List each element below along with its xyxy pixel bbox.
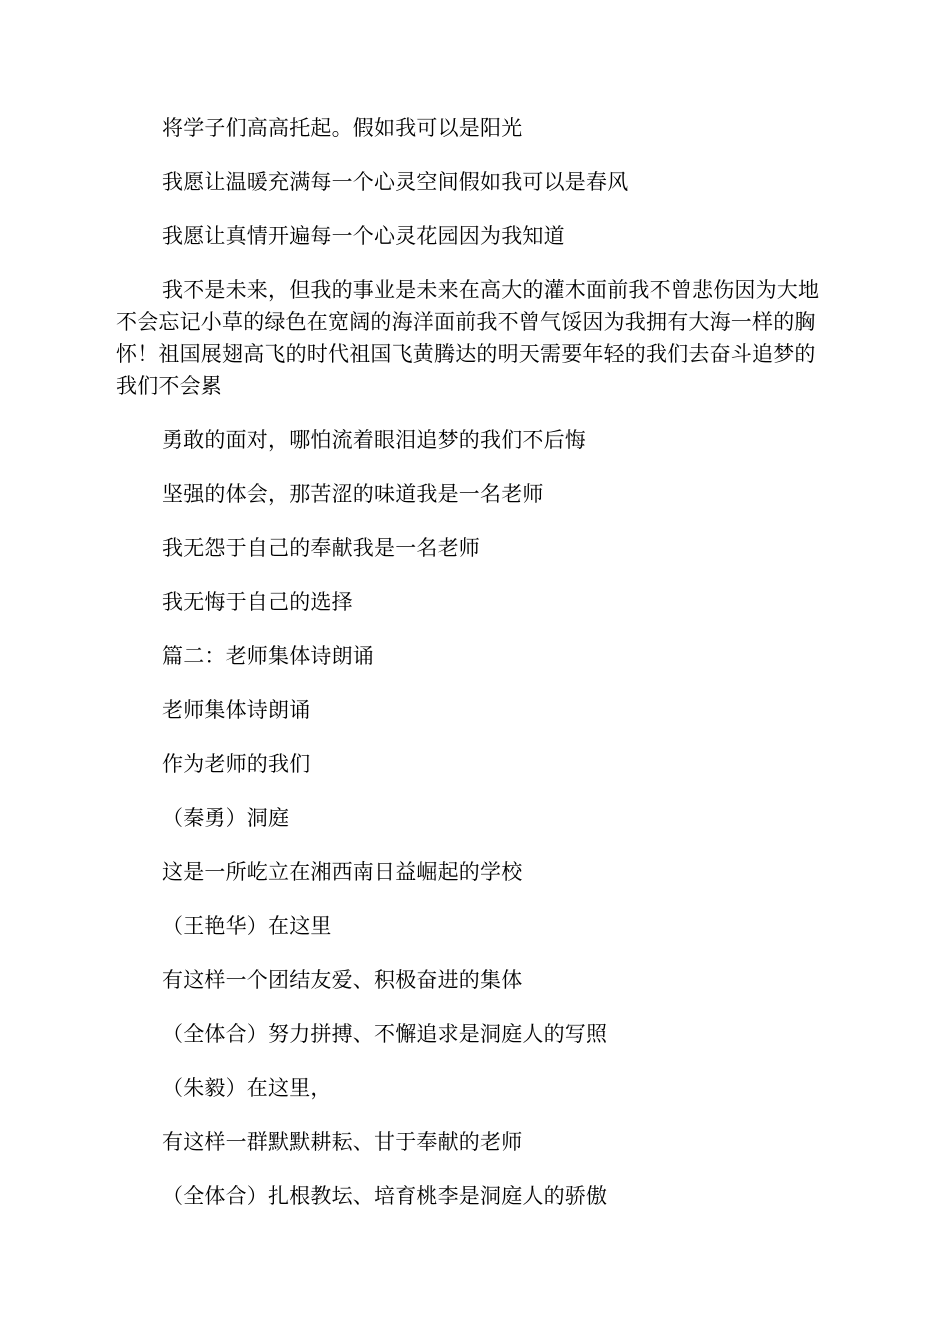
paragraph-4: 我不是未来，但我的事业是未来在高大的灌木面前我不曾悲伤因为大地不会忘记小草的绿色在宽阔的海洋面前我不曾气馁因为我拥有大海一样的胸怀！祖国展翅高飞的时代祖国飞黄腾达的明天需要年轻的我们去奋斗追梦的我们不会累: [116, 278, 820, 398]
paragraph-6: 坚强的体会，那苦涩的味道我是一名老师: [162, 482, 544, 506]
poem-line-2: （秦勇）洞庭: [162, 806, 290, 830]
poem-line-4: （王艳华）在这里: [162, 914, 332, 938]
paragraph-5: 勇敢的面对，哪怕流着眼泪追梦的我们不后悔: [162, 428, 586, 452]
poem-line-7: （朱毅）在这里，: [162, 1076, 332, 1100]
section-heading: 篇二：老师集体诗朗诵: [162, 644, 374, 668]
poem-line-6: （全体合）努力拼搏、不懈追求是洞庭人的写照: [162, 1022, 608, 1046]
paragraph-2: 我愿让温暖充满每一个心灵空间假如我可以是春风: [162, 170, 629, 194]
paragraph-1: 将学子们高高托起。假如我可以是阳光: [162, 116, 523, 140]
poem-line-3: 这是一所屹立在湘西南日益崛起的学校: [162, 860, 523, 884]
poem-line-1: 作为老师的我们: [162, 752, 311, 776]
paragraph-3: 我愿让真情开遍每一个心灵花园因为我知道: [162, 224, 565, 248]
paragraph-7: 我无怨于自己的奉献我是一名老师: [162, 536, 480, 560]
poem-line-5: 有这样一个团结友爱、积极奋进的集体: [162, 968, 523, 992]
poem-line-8: 有这样一群默默耕耘、甘于奉献的老师: [162, 1130, 523, 1154]
document-body: [116, 112, 836, 1212]
poem-title: 老师集体诗朗诵: [162, 698, 311, 722]
poem-line-9: （全体合）扎根教坛、培育桃李是洞庭人的骄傲: [162, 1184, 608, 1208]
paragraph-8: 我无悔于自己的选择: [162, 590, 353, 614]
